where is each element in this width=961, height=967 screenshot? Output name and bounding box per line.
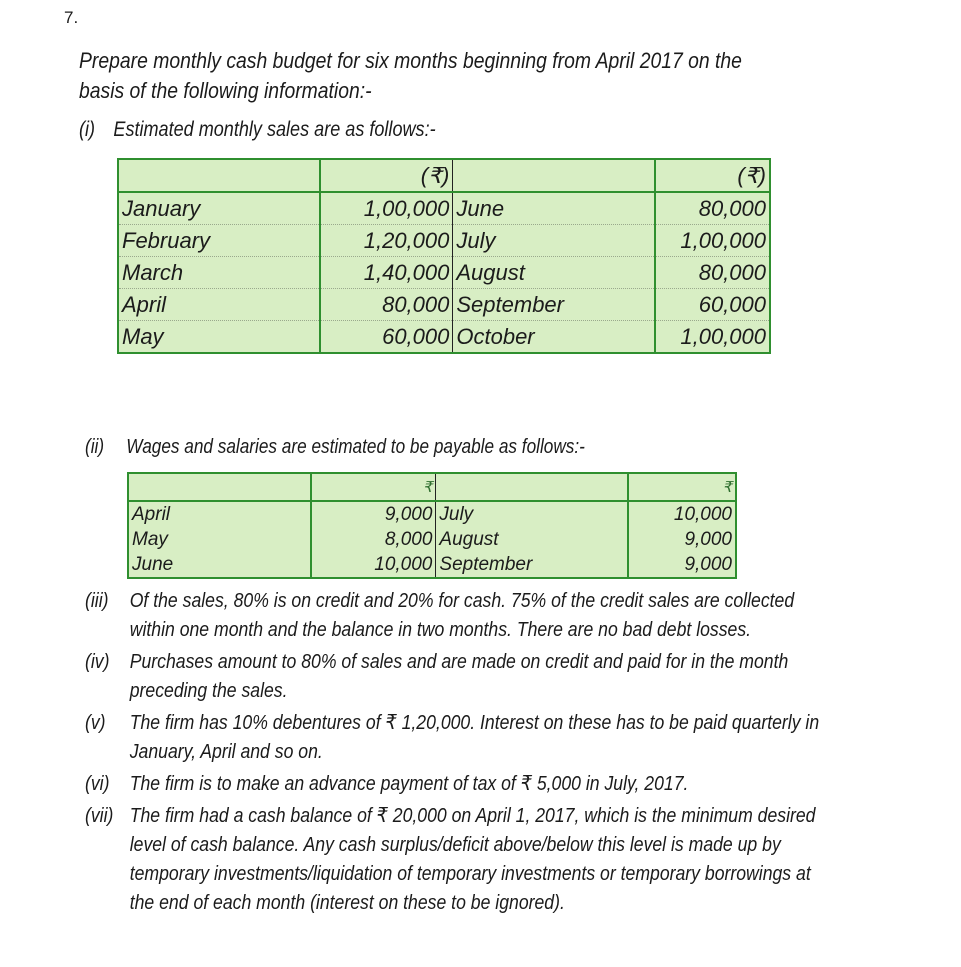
notes-list <box>85 586 825 920</box>
item-ii-label: Wages and salaries are estimated to be payable as follows:- <box>126 436 585 458</box>
sales-month-a: April <box>118 289 320 321</box>
table-row <box>128 501 736 527</box>
note-numeral: (vi) <box>85 772 110 795</box>
item-i-label: Estimated monthly sales are as follows:- <box>113 118 436 141</box>
sales-month-b: October <box>453 321 655 354</box>
question-number: 7. <box>64 8 79 27</box>
wages-table <box>127 472 737 579</box>
sales-value-a: 80,000 <box>320 289 453 321</box>
sales-month-b: August <box>453 257 655 289</box>
table-row <box>118 289 770 321</box>
note-text: The firm had a cash balance of ₹ 20,000 on April 1, 2017, which is the minimum desired level of cash balance. Any cash surplus/deficit above/below this level is made up by temporary investments/liquidation of temporary investments or temporary borrowings at the end of each month (interest on these to be ignored). <box>129 804 816 914</box>
note-numeral: (iv) <box>85 650 110 673</box>
wages-value-b: 9,000 <box>628 552 736 578</box>
wages-value-a: 10,000 <box>311 552 436 578</box>
wages-header-currency-b: ₹ <box>628 473 736 501</box>
table-row <box>128 527 736 552</box>
sales-header-currency-a: (₹) <box>320 159 453 192</box>
sales-value-b: 1,00,000 <box>655 321 770 354</box>
sales-value-b: 80,000 <box>655 192 770 225</box>
sales-month-b: July <box>453 225 655 257</box>
list-item <box>85 801 825 917</box>
table-row <box>118 192 770 225</box>
sales-month-b: September <box>453 289 655 321</box>
sales-table <box>117 158 771 354</box>
sales-value-b: 60,000 <box>655 289 770 321</box>
list-item <box>85 647 825 705</box>
sales-value-a: 1,00,000 <box>320 192 453 225</box>
wages-table-header <box>128 473 736 501</box>
sales-month-a: May <box>118 321 320 354</box>
sales-table-header <box>118 159 770 192</box>
sales-month-a: January <box>118 192 320 225</box>
note-text: The firm has 10% debentures of ₹ 1,20,000. Interest on these has to be paid quarterly in January, April and so on. <box>129 711 820 763</box>
note-numeral: (vii) <box>85 804 114 827</box>
table-row <box>118 257 770 289</box>
note-text: Purchases amount to 80% of sales and are made on credit and paid for in the month preceding the sales. <box>129 650 789 702</box>
note-text: The firm is to make an advance payment of tax of ₹ 5,000 in July, 2017. <box>129 772 689 795</box>
item-ii-heading <box>85 436 585 459</box>
list-item <box>85 769 825 798</box>
sales-header-currency-b: (₹) <box>655 159 770 192</box>
sales-header-month-b <box>453 159 655 192</box>
wages-header-currency-a: ₹ <box>311 473 436 501</box>
wages-month-a: May <box>128 527 311 552</box>
note-numeral: (v) <box>85 711 106 734</box>
sales-value-b: 80,000 <box>655 257 770 289</box>
wages-header-month-b <box>436 473 628 501</box>
table-row <box>128 552 736 578</box>
sales-month-a: March <box>118 257 320 289</box>
wages-month-b: September <box>436 552 628 578</box>
sales-value-b: 1,00,000 <box>655 225 770 257</box>
item-ii-numeral: (ii) <box>85 436 105 458</box>
table-row <box>118 225 770 257</box>
item-i-numeral: (i) <box>79 118 96 141</box>
wages-value-a: 8,000 <box>311 527 436 552</box>
wages-month-b: August <box>436 527 628 552</box>
wages-value-b: 9,000 <box>628 527 736 552</box>
question-intro: Prepare monthly cash budget for six months beginning from April 2017 on the basis of the following information:- <box>79 48 742 103</box>
wages-month-a: April <box>128 501 311 527</box>
sales-header-month-a <box>118 159 320 192</box>
wages-month-b: July <box>436 501 628 527</box>
note-numeral: (iii) <box>85 589 109 612</box>
wages-header-month-a <box>128 473 311 501</box>
wages-month-a: June <box>128 552 311 578</box>
sales-value-a: 1,40,000 <box>320 257 453 289</box>
table-row <box>118 321 770 354</box>
sales-value-a: 60,000 <box>320 321 453 354</box>
list-item <box>85 708 825 766</box>
note-text: Of the sales, 80% is on credit and 20% for cash. 75% of the credit sales are collected within one month and the balance in two months. There are no bad debt losses. <box>129 589 795 641</box>
wages-value-b: 10,000 <box>628 501 736 527</box>
sales-value-a: 1,20,000 <box>320 225 453 257</box>
wages-value-a: 9,000 <box>311 501 436 527</box>
sales-month-a: February <box>118 225 320 257</box>
sales-month-b: June <box>453 192 655 225</box>
item-i-heading <box>79 118 436 142</box>
list-item <box>85 586 825 644</box>
